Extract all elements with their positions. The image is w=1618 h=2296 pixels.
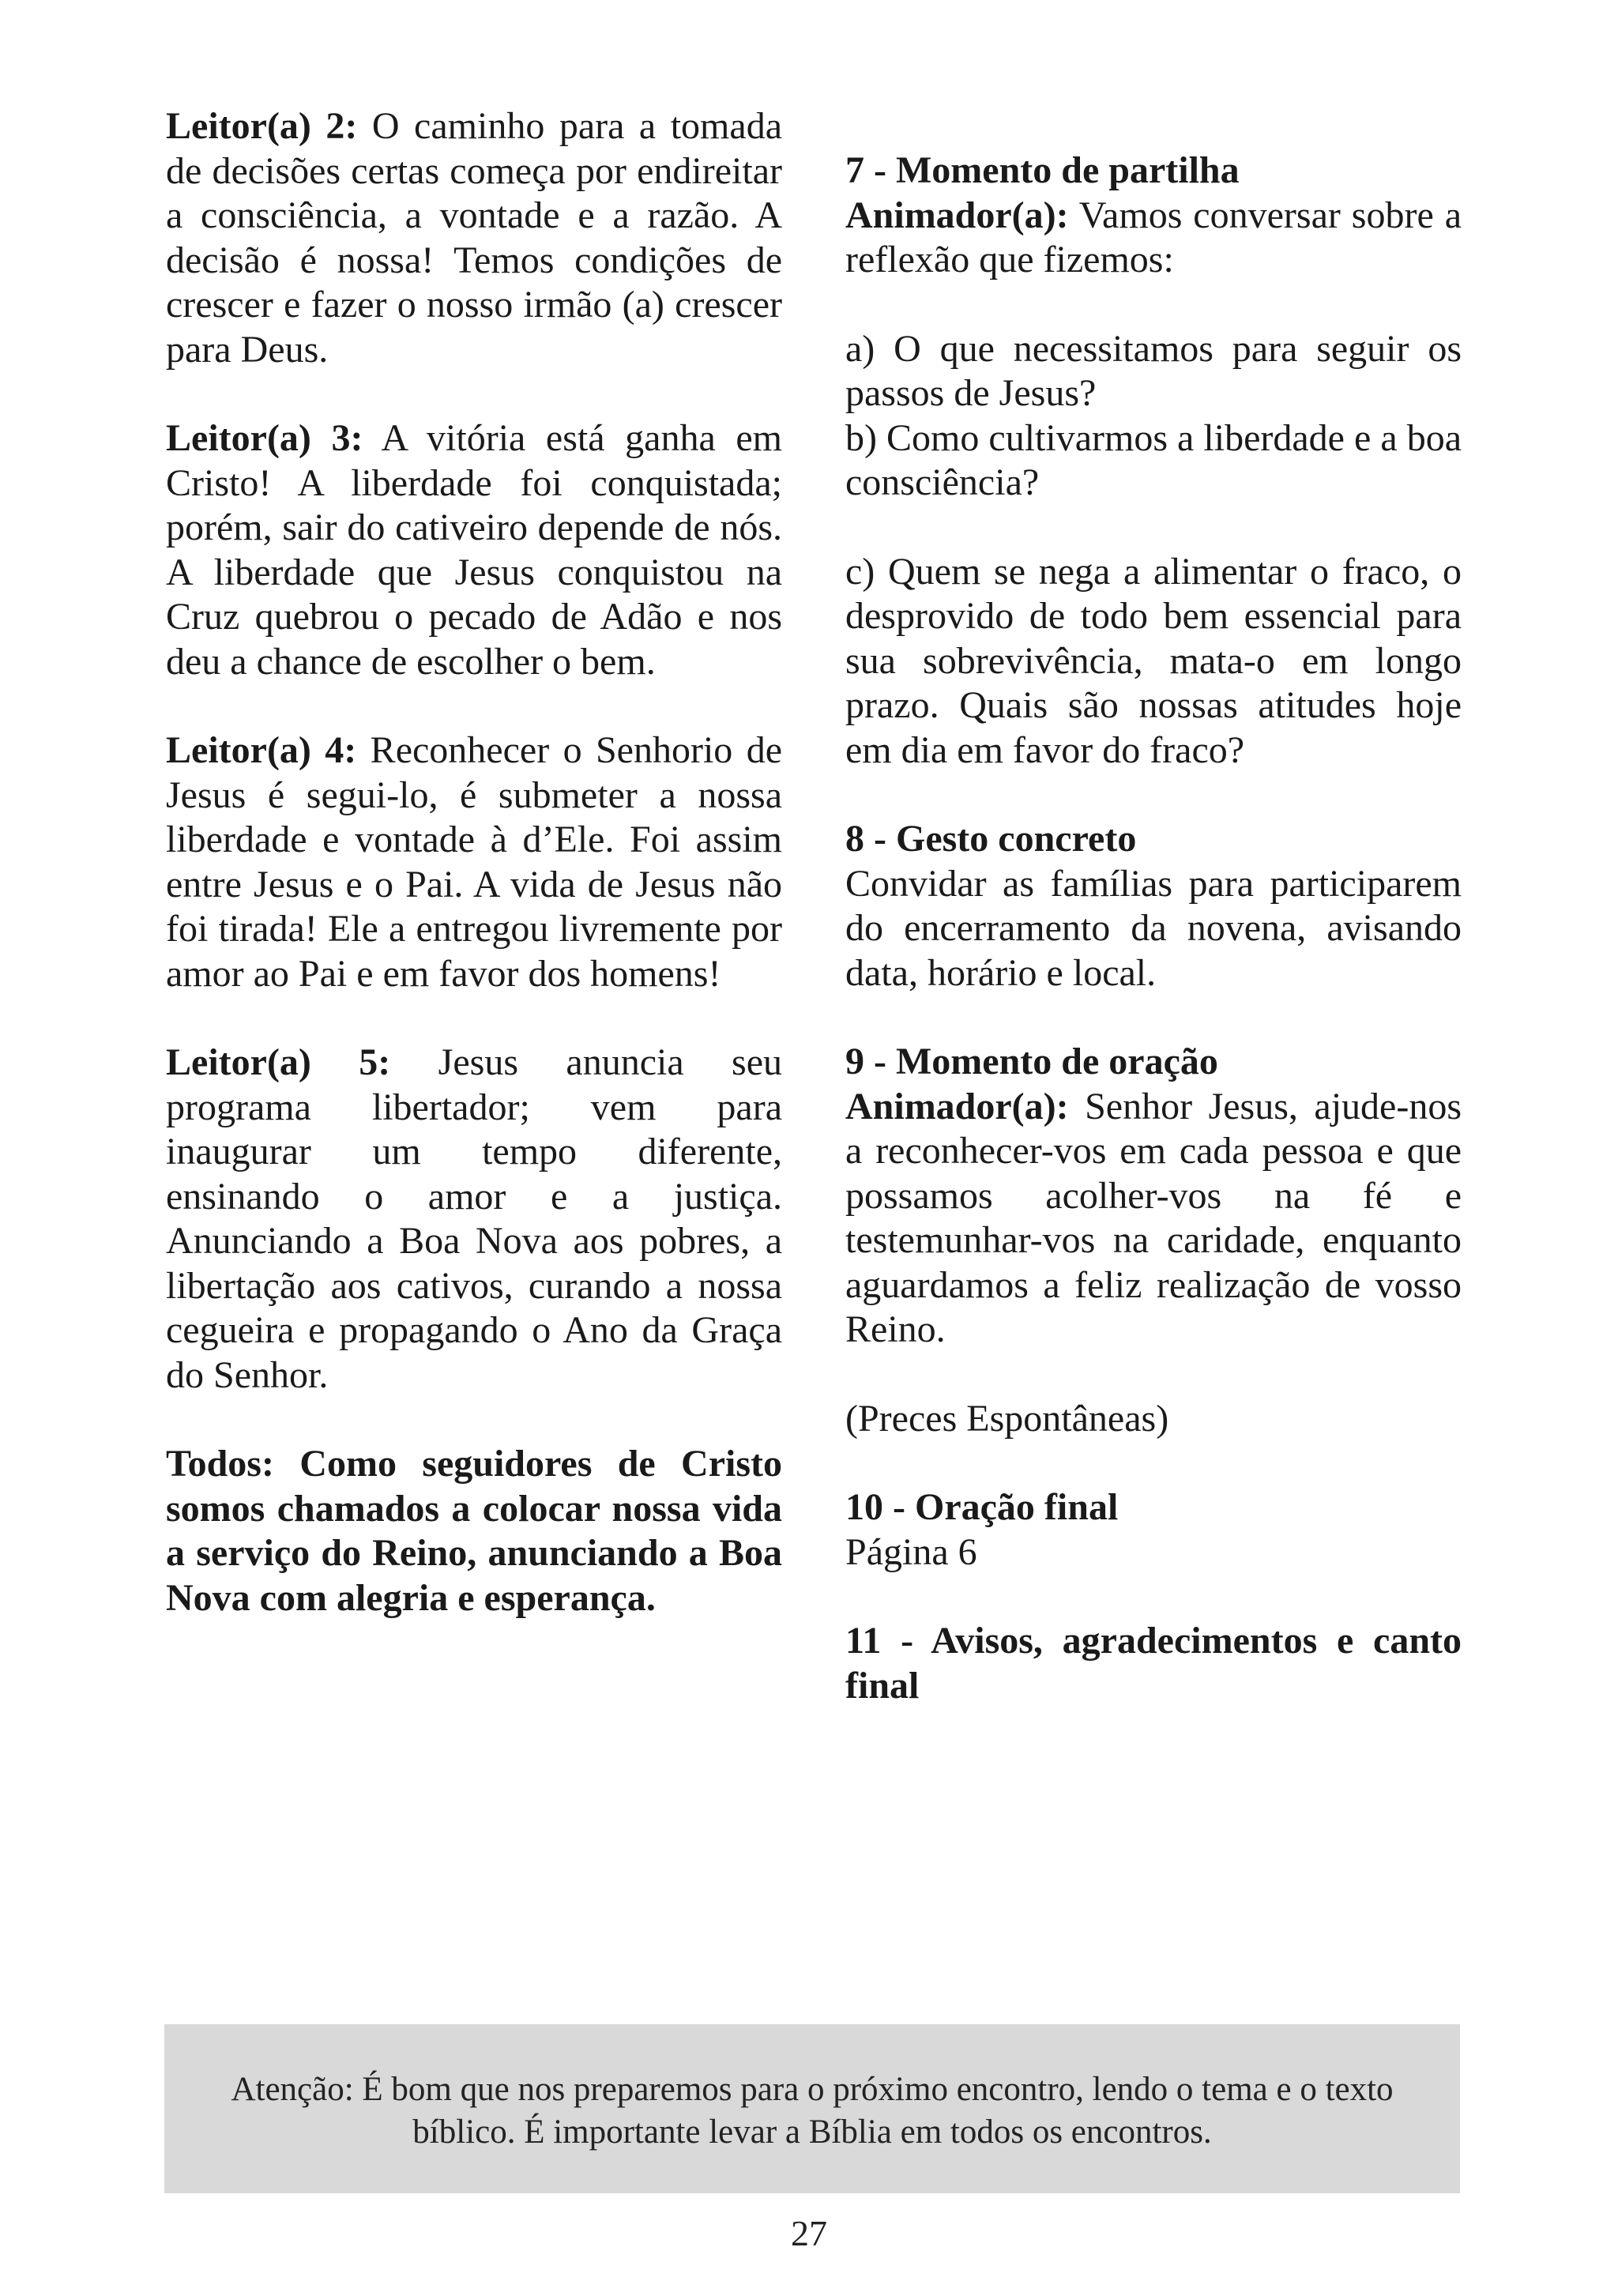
section-7-heading: 7 - Momento de partilha — [845, 149, 1240, 191]
reader-3-paragraph — [166, 416, 782, 684]
section-7-block — [845, 149, 1462, 283]
reader-2-paragraph — [166, 104, 782, 372]
section-10-block — [845, 1485, 1462, 1575]
right-column — [845, 149, 1462, 1752]
reader-3-text: A vitória está ganha em Cristo! A liberdade foi conquistada; porém, sair do cativeiro depende de nós. A liberdade que Jesus conquistou na Cruz quebrou o pecado de Adão e nos deu a chance de escolher o bem. — [166, 417, 782, 683]
reader-3-label: Leitor(a) 3: — [166, 417, 363, 459]
question-a: a) O que necessitamos para seguir os passos de Jesus? — [845, 327, 1462, 414]
reader-4-paragraph — [166, 728, 782, 996]
preces-text: (Preces Espontâneas) — [845, 1397, 1169, 1440]
left-column — [166, 104, 782, 1665]
page-number: 27 — [791, 2213, 827, 2253]
section-10-text: Página 6 — [845, 1530, 977, 1573]
reader-4-text: Reconhecer o Senhorio de Jesus é segui-lo, é submeter a nossa liberdade e vontade à d’Ele. Foi assim entre Jesus e o Pai. A vida de Jesus não foi tirada! Ele a entregou livremente por amor ao Pai e em favor dos homens! — [166, 729, 782, 995]
reader-5-paragraph — [166, 1041, 782, 1398]
reader-2-label: Leitor(a) 2: — [166, 105, 358, 147]
section-11-heading: 11 - Avisos, agradecimentos e canto final — [845, 1620, 1462, 1707]
section-8-text: Convidar as famílias para participarem do encerramento da novena, avisando data, horário e local. — [845, 862, 1462, 994]
section-8-block — [845, 817, 1462, 996]
section-9-animator-label: Animador(a): — [845, 1085, 1069, 1127]
section-9-block — [845, 1040, 1462, 1353]
section-9-animator-text: Senhor Jesus, ajude-nos a reconhecer-vos em cada pessoa e que possamos acolher-vos na fé e testemunhar-vos na caridade, enquanto aguardamos a feliz realização de vosso Reino. — [845, 1085, 1462, 1350]
section-10-heading: 10 - Oração final — [845, 1486, 1119, 1528]
notice-text: Atenção: É bom que nos preparemos para o próximo encontro, lendo o tema e o texto bíblico. É importante levar a Bíblia em todos os encontros. — [231, 2071, 1394, 2151]
reader-4-label: Leitor(a) 4: — [166, 729, 357, 771]
reader-5-label: Leitor(a) 5: — [166, 1041, 391, 1083]
reader-2-text: O caminho para a tomada de decisões certas começa por endireitar a consciência, a vontade e a razão. A decisão é nossa! Temos condições de crescer e fazer o nosso irmão (a) crescer para Deus. — [166, 105, 783, 371]
section-9-heading: 9 - Momento de oração — [845, 1041, 1218, 1082]
all-response-paragraph: Todos: Como seguidores de Cristo somos chamados a colocar nossa vida a serviço do Reino, anunciando a Boa Nova com alegria e esperança. — [166, 1443, 782, 1619]
question-c: c) Quem se nega a alimentar o fraco, o desprovido de todo bem essencial para sua sobrevivência, mata-o em longo prazo. Quais são nossas atitudes hoje em dia em favor do fraco? — [845, 550, 1462, 771]
notice-box — [164, 2024, 1460, 2193]
section-8-heading: 8 - Gesto concreto — [845, 818, 1137, 860]
section-7-animator-label: Animador(a): — [845, 194, 1069, 236]
reader-5-text: Jesus anuncia seu programa libertador; vem para inaugurar um tempo diferente, ensinando o amor e a justiça. Anunciando a Boa Nova aos pobres, a libertação aos cativos, curando a nossa cegueira e propagando o Ano da Graça do Senhor. — [166, 1041, 782, 1396]
question-b: b) Como cultivarmos a liberdade e a boa consciência? — [845, 416, 1462, 503]
section-7-animator-text: Vamos conversar sobre a reflexão que fizemos: — [845, 194, 1462, 280]
